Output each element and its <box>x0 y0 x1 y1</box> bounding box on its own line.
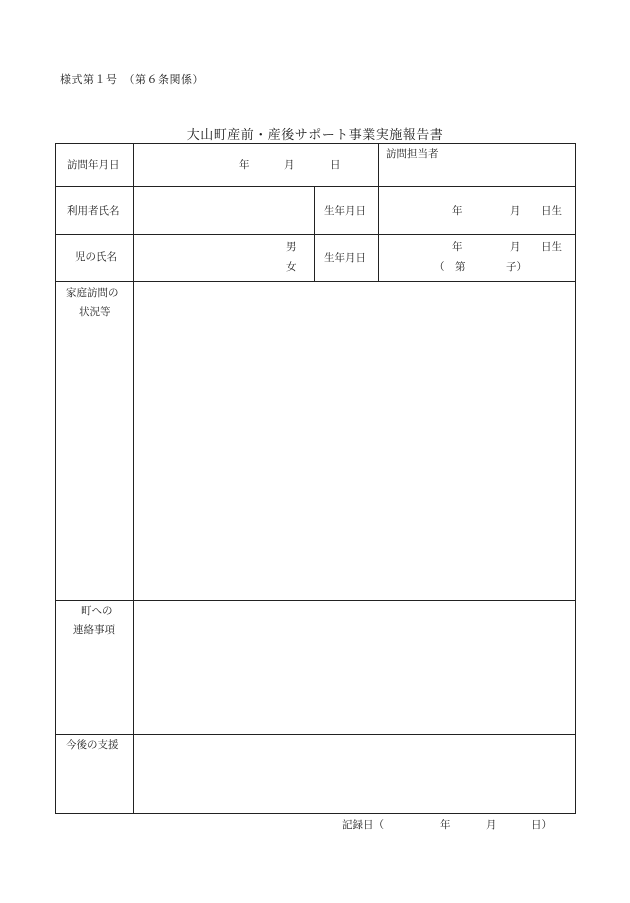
child-order-open: （ 第 <box>434 261 466 273</box>
child-name-label: 児の氏名 <box>75 251 117 263</box>
table-border-right <box>575 143 576 814</box>
user-birth-label: 生年月日 <box>324 205 366 217</box>
home-visit-label-2: 状況等 <box>79 306 111 318</box>
record-date-day-unit: 日） <box>531 819 552 831</box>
record-date-month-unit: 月 <box>486 819 497 831</box>
user-birth-field[interactable] <box>379 187 575 234</box>
child-birth-field[interactable] <box>379 235 575 281</box>
visit-date-field[interactable] <box>134 144 378 186</box>
child-name-field[interactable] <box>134 235 314 281</box>
child-sex-male[interactable]: 男 <box>286 241 297 253</box>
home-visit-notes-field[interactable] <box>134 282 575 600</box>
form-number: 様式第１号 （第６条関係） <box>60 73 204 86</box>
town-contact-field[interactable] <box>134 601 575 734</box>
child-birth-year-unit: 年 <box>452 241 463 253</box>
town-contact-label-2: 連絡事項 <box>73 624 115 636</box>
visit-date-month-unit: 月 <box>284 159 295 171</box>
visit-date-day-unit: 日 <box>330 159 341 171</box>
record-date-year-unit: 年 <box>440 819 451 831</box>
home-visit-label: 家庭訪問の <box>66 287 119 299</box>
user-name-label: 利用者氏名 <box>67 205 120 217</box>
child-birth-month-unit: 月 <box>510 241 521 253</box>
child-sex-female[interactable]: 女 <box>286 261 297 273</box>
record-date-label: 記録日（ <box>342 819 384 831</box>
child-order-close: 子） <box>506 261 527 273</box>
page-title: 大山町産前・産後サポート事業実施報告書 <box>186 128 444 143</box>
visit-date-year-unit: 年 <box>239 159 250 171</box>
future-support-field[interactable] <box>134 735 575 813</box>
report-form-table <box>55 143 576 814</box>
visit-date-label: 訪問年月日 <box>67 159 120 171</box>
visitor-label: 訪問担当者 <box>386 148 439 160</box>
column-divider <box>314 186 315 282</box>
child-birth-day-unit: 日生 <box>541 241 562 253</box>
visitor-field[interactable] <box>379 144 575 186</box>
future-support-label: 今後の支援 <box>66 739 119 751</box>
child-birth-label: 生年月日 <box>324 252 366 264</box>
user-name-field[interactable] <box>134 187 314 234</box>
table-border-left <box>55 143 56 814</box>
user-birth-year-unit: 年 <box>452 205 463 217</box>
town-contact-label: 町への <box>81 605 113 617</box>
user-birth-day-unit: 日生 <box>541 205 562 217</box>
user-birth-month-unit: 月 <box>510 205 521 217</box>
